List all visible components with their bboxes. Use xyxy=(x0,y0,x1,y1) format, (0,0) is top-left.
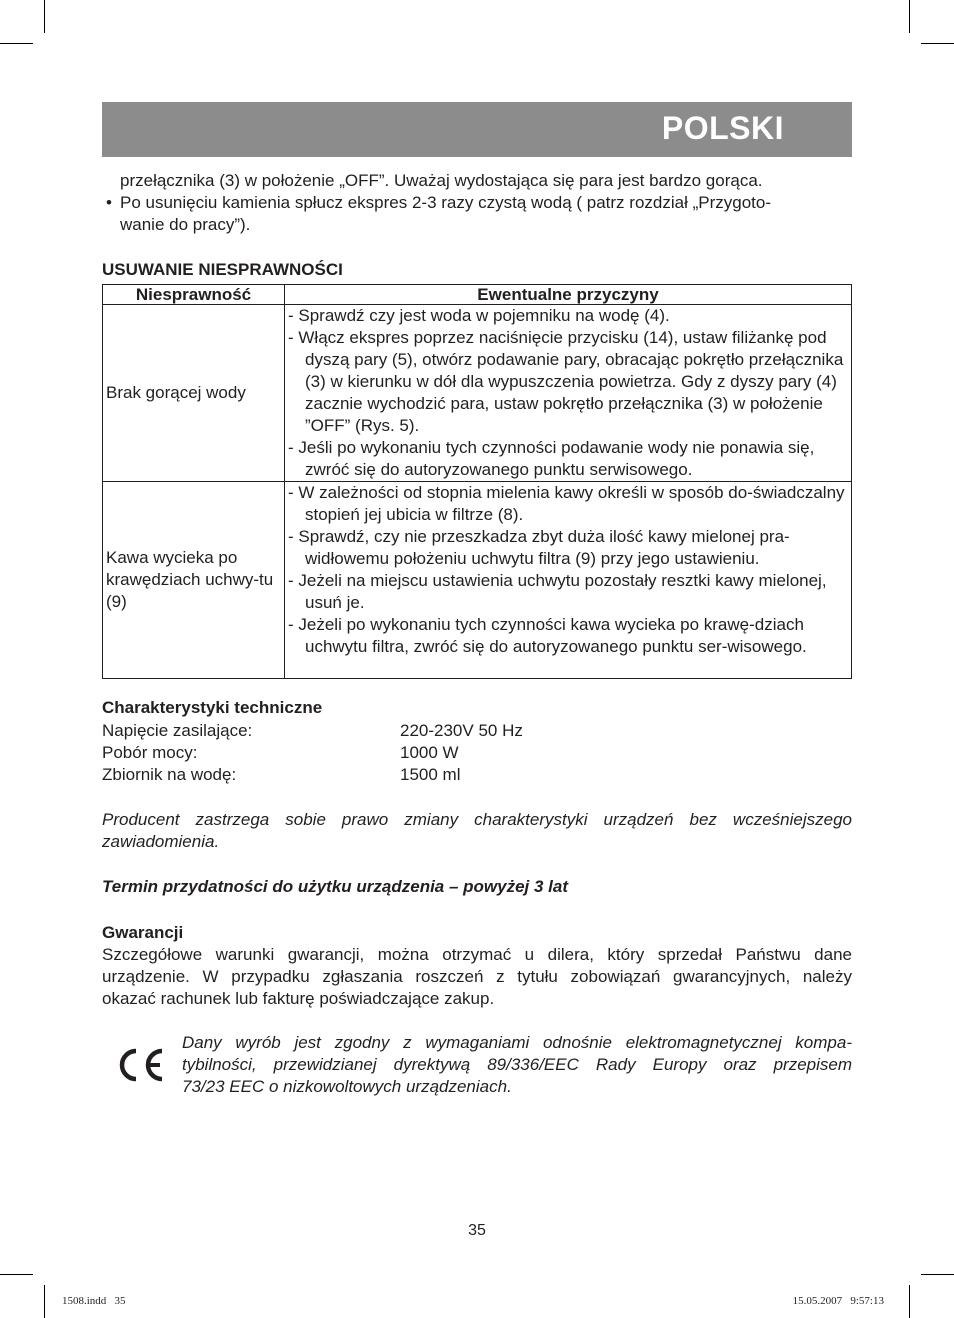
crop-mark xyxy=(44,1285,45,1318)
language-header-band xyxy=(102,102,852,157)
crop-mark xyxy=(909,0,910,33)
table-header-row xyxy=(103,285,852,305)
language-title: POLSKI xyxy=(661,110,784,146)
problem-cell: Kawa wycieka po krawędziach uchwy-tu (9) xyxy=(103,482,285,679)
spec-label: Napięcie zasilające: xyxy=(102,721,253,740)
troubleshooting-title: USUWANIE NIESPRAWNOŚCI xyxy=(102,260,343,279)
cause-item: - Jeżeli po wykonaniu tych czynności kawa wycieka po krawę-dziach uchwytu filtra, zwróć się do autoryzowanego punktu ser-wisowego. xyxy=(288,615,807,656)
crop-mark xyxy=(0,1274,33,1275)
ce-mark-icon xyxy=(116,1045,166,1085)
lifetime-statement: Termin przydatności do użytku urządzenia – powyżej 3 lat xyxy=(102,877,569,896)
crop-mark xyxy=(909,1285,910,1318)
spec-value: 1000 W xyxy=(400,743,459,762)
page-number: 35 xyxy=(468,1222,486,1239)
cause-item: - Włącz ekspres poprzez naciśnięcie przycisku (14), ustaw filiżankę pod dyszą pary (5), otwórz podawanie pary, obracając pokrętło przełącznika (3) w kierunku w dół dla wypuszczenia powietrza. Gdy z dyszy pary (4) zacznie wychodzić para, ustaw pokrętło przełącznika (3) w położenie ”OFF” (Rys. 5). xyxy=(288,328,844,435)
compliance-text: 73/23 EEC o nizkowoltowych urządzeniach. xyxy=(182,1077,512,1096)
spec-row xyxy=(102,742,602,764)
crop-mark xyxy=(44,0,45,33)
slug-filename: 1508.indd 35 xyxy=(62,1295,126,1307)
spec-label: Pobór mocy: xyxy=(102,743,198,762)
intro-bullet-line: Po usunięciu kamienia spłucz ekspres 2-3 razy czystą wodą ( patrz rozdział „Przygoto- xyxy=(120,193,771,212)
crop-mark xyxy=(921,43,954,44)
intro-continued-line: przełącznika (3) w położenie „OFF”. Uważaj wydostająca się para jest bardzo gorąca. xyxy=(120,171,763,190)
troubleshooting-table xyxy=(102,284,852,679)
table-row xyxy=(103,482,852,679)
causes-cell xyxy=(285,305,852,482)
spec-label: Zbiornik na wodę: xyxy=(102,765,237,784)
column-header-problem: Niesprawność xyxy=(103,285,285,305)
warranty-title: Gwarancji xyxy=(102,923,184,942)
notice-text: zawiadomienia. xyxy=(102,832,220,851)
intro-bullet-line: wanie do pracy”). xyxy=(120,215,251,234)
crop-mark xyxy=(0,43,33,44)
spec-row xyxy=(102,764,602,786)
specs-title: Charakterystyki techniczne xyxy=(102,698,323,717)
problem-cell: Brak gorącej wody xyxy=(103,305,285,482)
column-header-causes: Ewentualne przyczyny xyxy=(285,285,852,305)
warranty-text: Szczegółowe warunki gwarancji, można otrzymać u dilera, który sprzedał Państwu dane xyxy=(102,945,852,964)
warranty-text: urządzenie. W przypadku zgłaszania roszczeń z tytułu zobowiązań gwarancyjnych, należy xyxy=(102,967,852,986)
warranty-text: okazać rachunek lub fakturę poświadczające zakup. xyxy=(102,989,495,1008)
notice-text: Producent zastrzega sobie prawo zmiany charakterystyki urządzeń bez wcześniejszego xyxy=(102,810,852,829)
bullet-icon: • xyxy=(106,193,112,212)
slug-timestamp: 15.05.2007 9:57:13 xyxy=(792,1295,884,1307)
cause-item: - Jeśli po wykonaniu tych czynności podawanie wody nie ponawia się, zwróć się do autoryzowanego punktu serwisowego. xyxy=(288,438,815,479)
table-row xyxy=(103,305,852,482)
compliance-text: tybilności, przewidzianej dyrektywą 89/336/EEC Rady Europy oraz przepisem xyxy=(182,1055,852,1074)
cause-item: - Jeżeli na miejscu ustawienia uchwytu pozostały resztki kawy mielonej, usuń je. xyxy=(288,571,827,612)
spec-value: 1500 ml xyxy=(400,765,461,784)
compliance-text: Dany wyrób jest zgodny z wymaganiami odnośnie elektromagnetycznej kompa- xyxy=(182,1033,852,1052)
cause-item: - Sprawdź, czy nie przeszkadza zbyt duża ilość kawy mielonej pra-widłowemu położeniu uchwytu filtra (9) przy jego ustawieniu. xyxy=(288,527,790,568)
crop-mark xyxy=(921,1274,954,1275)
cause-item: - Sprawdź czy jest woda w pojemniku na wodę (4). xyxy=(288,306,670,325)
causes-cell xyxy=(285,482,852,679)
spec-value: 220-230V 50 Hz xyxy=(400,721,523,740)
spec-row xyxy=(102,720,602,742)
cause-item: - W zależności od stopnia mielenia kawy określi w sposób do-świadczalny stopień jej ubicia w filtrze (8). xyxy=(288,483,845,524)
